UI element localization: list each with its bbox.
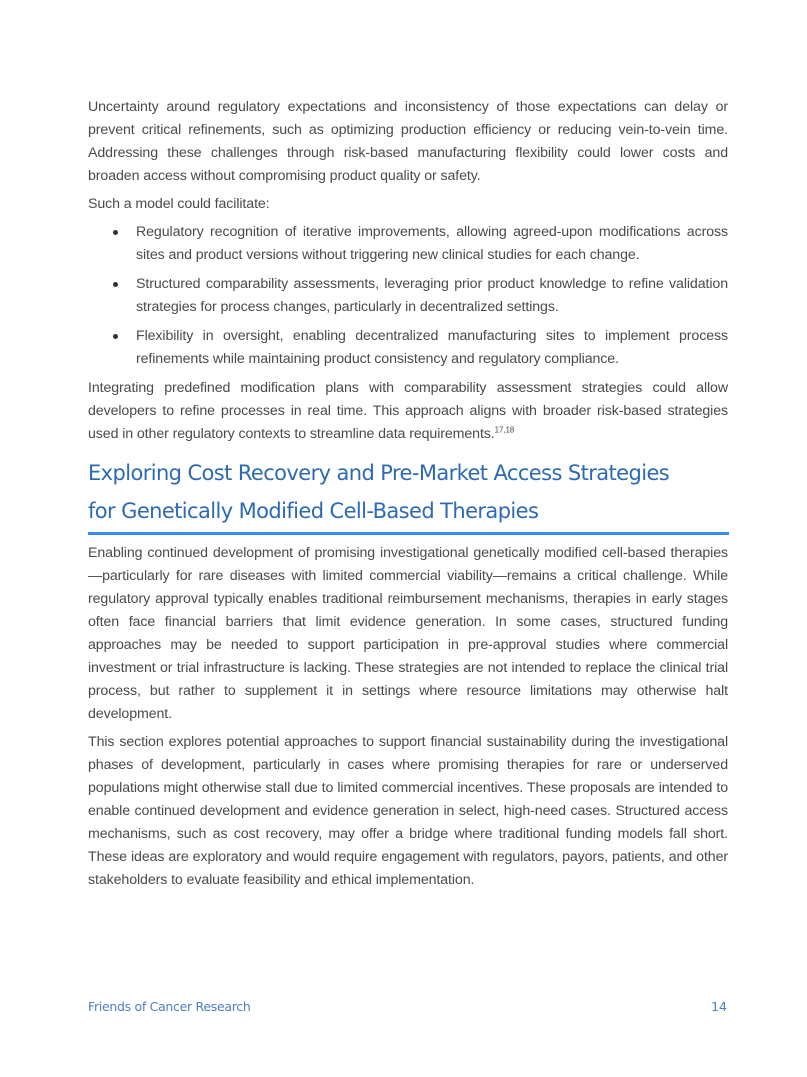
page-number: 14 <box>711 999 727 1014</box>
footer-organization: Friends of Cancer Research <box>88 999 251 1014</box>
intro-paragraph: Uncertainty around regulatory expectations and inconsistency of those expectations can delay or prevent critical refinements, such as optimizing production efficiency or reducing vein-to-vein time. Addressing these challenges through risk-based manufacturing flexibility could lower costs and broaden access without compromising product quality or safety. <box>88 99 728 184</box>
section-heading-line1: Exploring Cost Recovery and Pre-Market Access Strategies <box>88 461 670 485</box>
list-item <box>88 273 728 319</box>
section-heading <box>88 454 728 530</box>
bullet-text: Flexibility in oversight, enabling decentralized manufacturing sites to implement process refinements while maintaining product consistency and regulatory compliance. <box>136 328 728 367</box>
section-paragraph: This section explores potential approaches to support financial sustainability during the investigational phases of development, particularly in cases where promising therapies for rare or underserved populations might otherwise stall due to limited commercial incentives. These proposals are intended to enable continued development and evidence generation in select, high-need cases. Structured access mechanisms, such as cost recovery, may offer a bridge where traditional funding models fall short. These ideas are exploratory and would require engagement with regulators, payors, patients, and other stakeholders to evaluate feasibility and ethical implementation. <box>88 734 728 888</box>
section-paragraph: Enabling continued development of promising investigational genetically modified cell-based therapies—particularly for rare diseases with limited commercial viability—remains a critical challenge. While regulatory approval typically enables traditional reimbursement mechanisms, therapies in early stages often face financial barriers that limit evidence generation. In some cases, structured funding approaches may be needed to support participation in pre-approval studies where commercial investment or trial infrastructure is lacking. These strategies are not intended to replace the clinical trial process, but rather to supplement it in settings where resource limitations may otherwise halt development. <box>88 545 728 722</box>
citation-link[interactable]: 17,18 <box>494 425 515 435</box>
bullet-text: Structured comparability assessments, leveraging prior product knowledge to refine validation strategies for process changes, particularly in decentralized settings. <box>136 276 728 315</box>
bullet-text: Regulatory recognition of iterative improvements, allowing agreed-upon modifications across sites and product versions without triggering new clinical studies for each change. <box>136 224 728 263</box>
document-page <box>88 96 728 897</box>
heading-rule <box>88 532 729 535</box>
integrating-paragraph <box>88 377 728 446</box>
bullet-icon <box>113 282 118 287</box>
list-intro: Such a model could facilitate: <box>88 196 270 212</box>
bullet-list <box>88 221 728 371</box>
integrating-text: Integrating predefined modification plans with comparability assessment strategies could allow developers to refine processes in real time. This approach aligns with broader risk-based strategies used in other regulatory contexts to streamline data requirements. <box>88 380 728 442</box>
bullet-icon <box>113 230 118 235</box>
list-item <box>88 325 728 371</box>
section-heading-line2: for Genetically Modified Cell-Based Therapies <box>88 499 539 523</box>
list-item <box>88 221 728 267</box>
bullet-icon <box>113 334 118 339</box>
